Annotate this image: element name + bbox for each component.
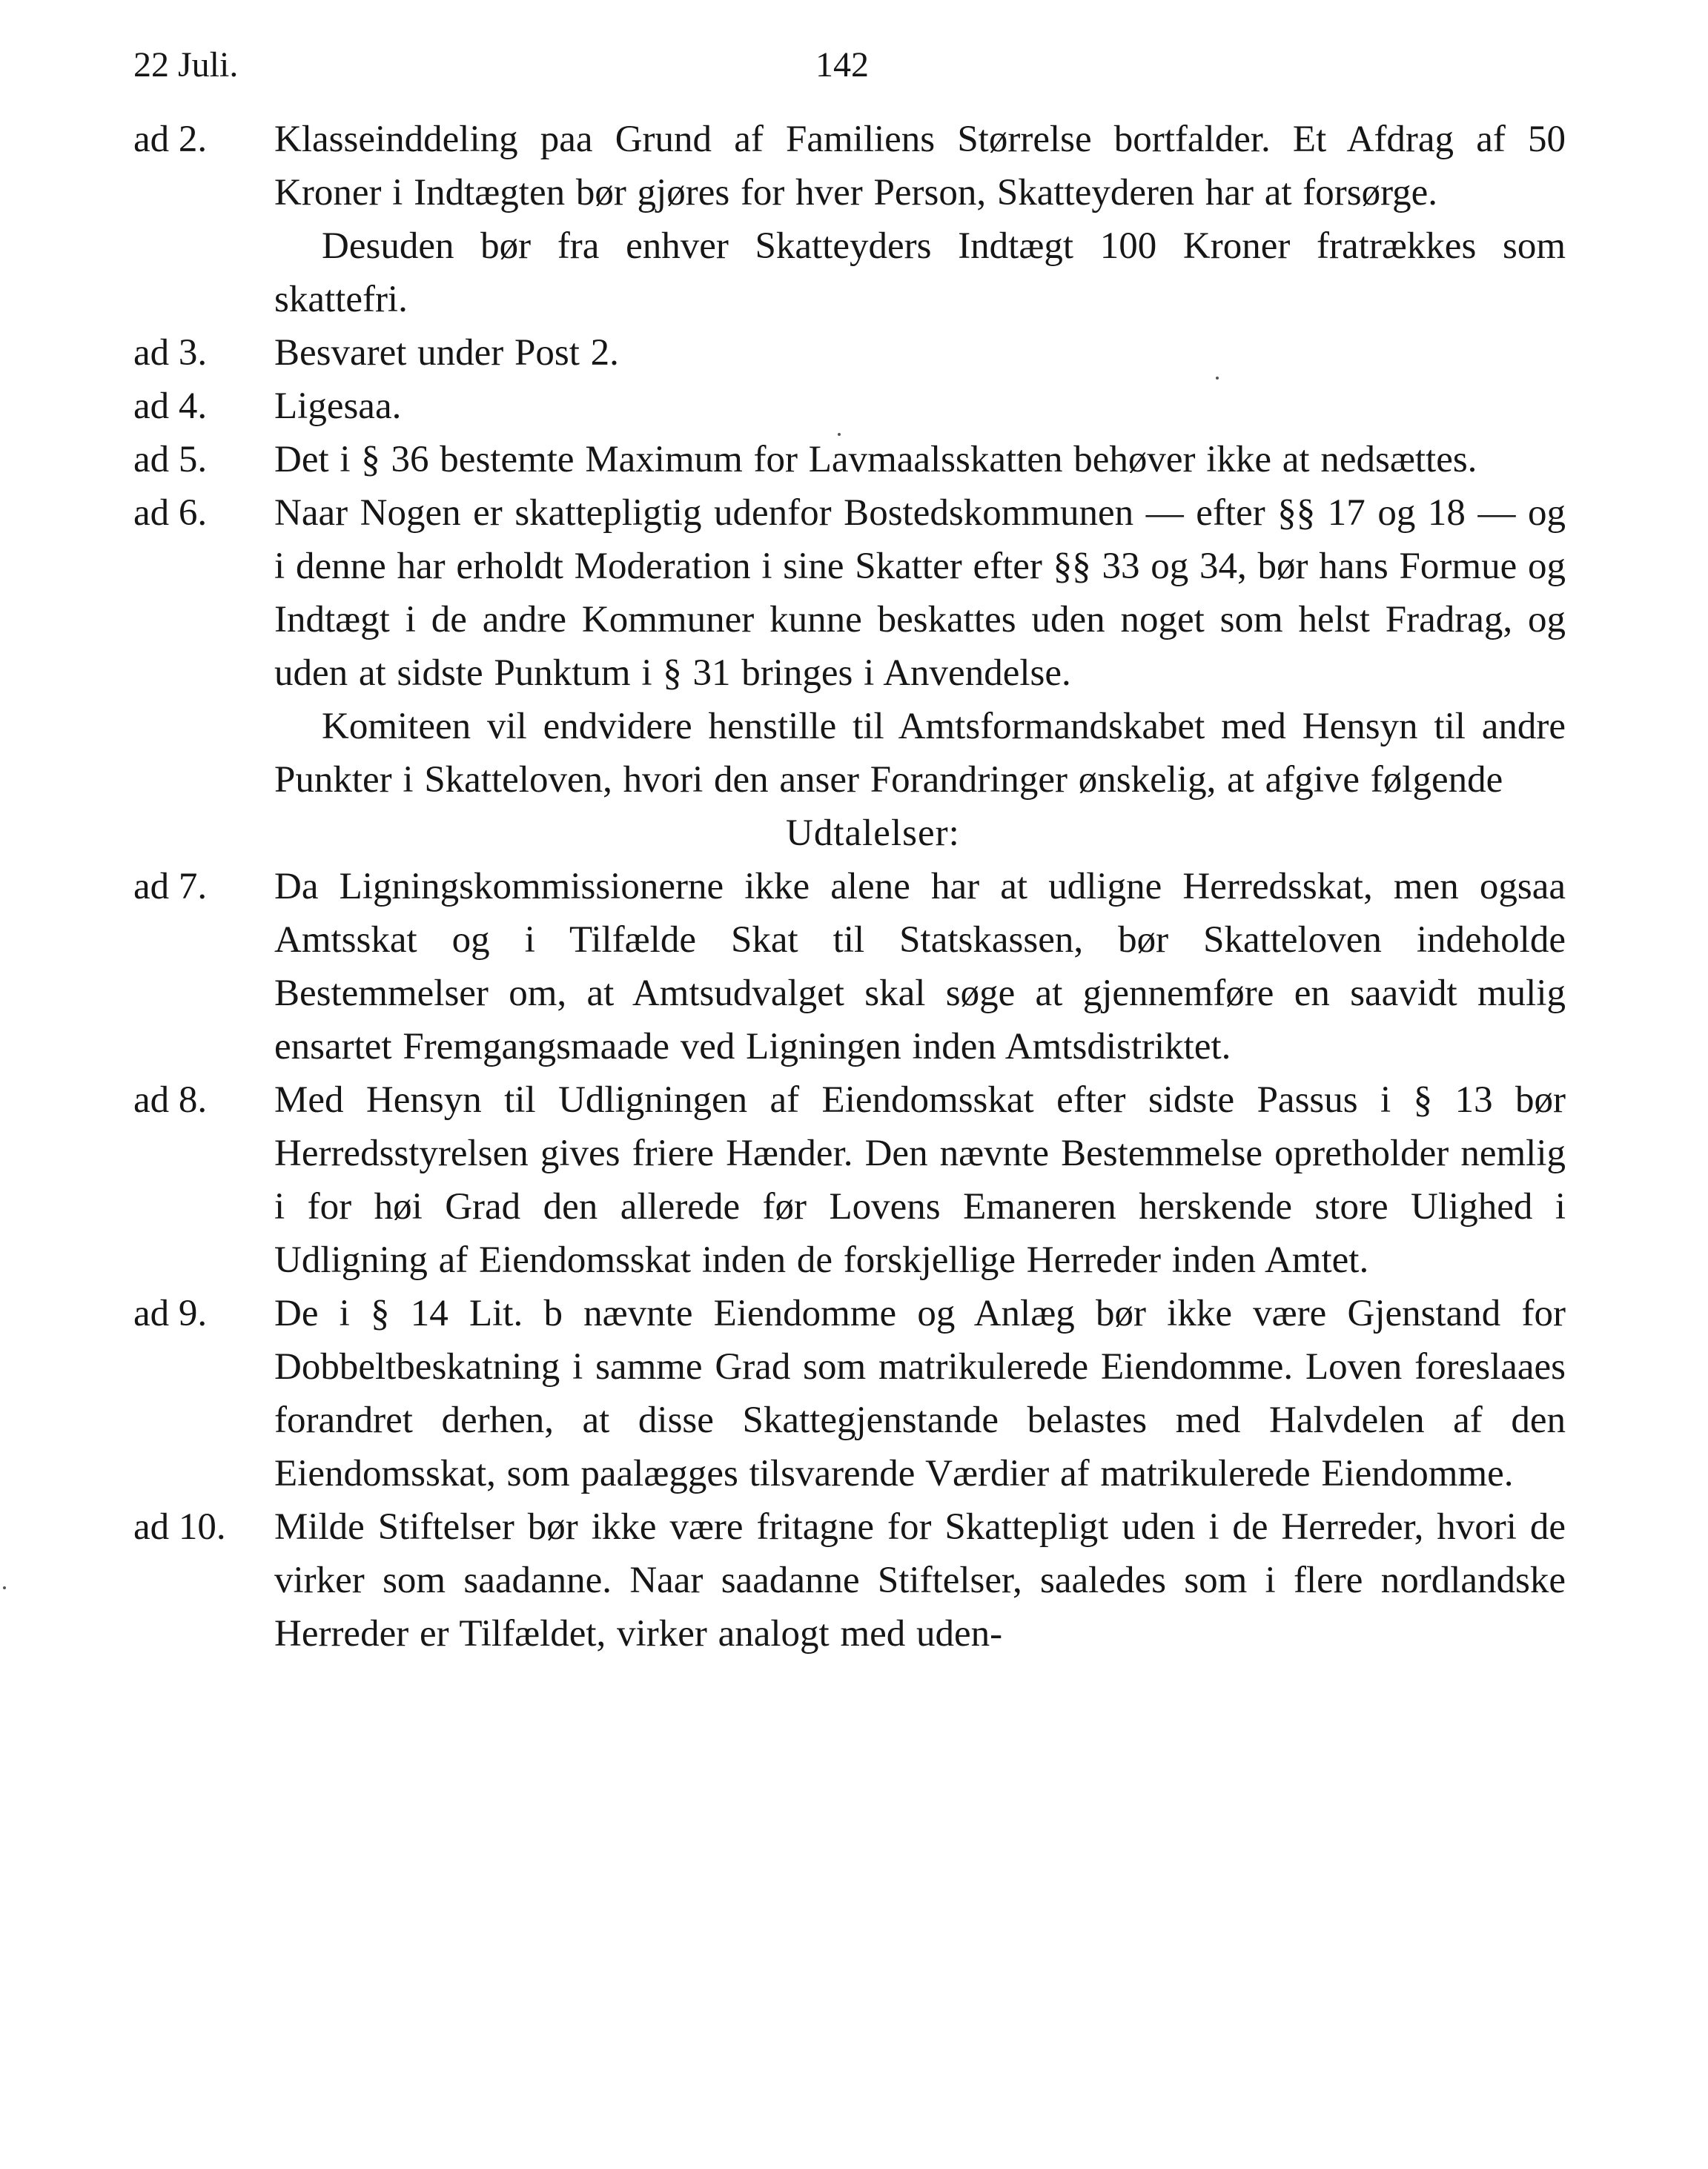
- print-speck: [1216, 377, 1219, 380]
- running-head: [0, 36, 1708, 95]
- entry-paragraph: Naar Nogen er skattepligtig udenfor Bostedskommunen — efter §§ 17 og 18 — og i denne har erholdt Moderation i sine Skatter efter §§ 33 og 34, bør hans Formue og Indtægt i de andre Kommuner kunne beskattes uden noget som helst Fradrag, og uden at sidste Punktum i § 31 bringes i Anvendelse.: [274, 492, 1566, 694]
- entry-ad-7: [0, 860, 1708, 1073]
- entry-paragraph: Ligesaa.: [274, 385, 402, 427]
- entry-label: ad 8.: [133, 1079, 208, 1121]
- entry-paragraph: Klasseinddeling paa Grund af Familiens Størrelse bortfalder. Et Afdrag af 50 Kroner i Indtægten bør gjøres for hver Person, Skatteyderen har at forsørge.: [274, 119, 1566, 213]
- page-number: 142: [815, 45, 869, 85]
- entry-paragraph: Besvaret under Post 2.: [274, 332, 619, 374]
- body-text: [0, 113, 1708, 1660]
- section-heading: Udtalelser:: [786, 812, 960, 854]
- entry-ad-8: [0, 1073, 1708, 1287]
- entry-label: ad 5.: [133, 439, 208, 480]
- print-speck: [3, 1586, 6, 1589]
- entry-paragraph: Det i § 36 bestemte Maximum for Lavmaalsskatten behøver ikke at nedsættes.: [274, 439, 1477, 480]
- entry-ad-3: [0, 326, 1708, 380]
- entry-ad-6: [0, 486, 1708, 807]
- entry-paragraph: De i § 14 Lit. b nævnte Eiendomme og Anlæg bør ikke være Gjenstand for Dobbeltbeskatning i samme Grad som matrikulerede Eiendomme. Loven foreslaaes forandret derhen, at disse Skattegjenstande belastes med Halvdelen af den Eiendomsskat, som paalægges tilsvarende Værdier af matrikulerede Eiendomme.: [274, 1293, 1566, 1494]
- entry-label: ad 6.: [133, 492, 208, 534]
- header-date: 22 Juli.: [133, 45, 239, 85]
- entry-label: ad 3.: [133, 332, 208, 374]
- entry-paragraph: Da Ligningskommissionerne ikke alene har at udligne Herredsskat, men ogsaa Amtsskat og i Tilfælde Skat til Statskassen, bør Skatteloven indeholde Bestemmelser om, at Amtsudvalget skal søge at gjennemføre en saavidt mulig ensartet Fremgangsmaade ved Ligningen inden Amtsdistriktet.: [274, 866, 1566, 1067]
- entry-ad-5: [0, 433, 1708, 486]
- entry-ad-10: [0, 1500, 1708, 1660]
- entry-ad-2: [0, 113, 1708, 326]
- entry-label: ad 9.: [133, 1293, 208, 1334]
- entry-paragraph: Med Hensyn til Udligningen af Eiendomsskat efter sidste Passus i § 13 bør Herredsstyrelsen gives friere Hænder. Den nævnte Bestemmelse opretholder nemlig i for høi Grad den allerede før Lovens Emaneren herskende store Ulighed i Udligning af Eiendomsskat inden de forskjellige Herreder inden Amtet.: [274, 1079, 1566, 1281]
- entry-paragraph: Milde Stiftelser bør ikke være fritagne for Skattepligt uden i de Herreder, hvori de virker som saadanne. Naar saadanne Stiftelser, saaledes som i flere nordlandske Herreder er Tilfældet, virker analogt med uden-: [274, 1506, 1566, 1655]
- entry-ad-9: [0, 1287, 1708, 1500]
- entry-label: ad 7.: [133, 866, 208, 907]
- entry-label: ad 10.: [133, 1506, 226, 1548]
- entry-ad-4: [0, 380, 1708, 433]
- entry-paragraph: Komiteen vil endvidere henstille til Amtsformandskabet med Hensyn til andre Punkter i Skatteloven, hvori den anser Forandringer ønskelig, at afgive følgende: [274, 706, 1566, 801]
- entry-label: ad 2.: [133, 119, 208, 160]
- print-speck: [838, 433, 841, 436]
- entry-paragraph: Desuden bør fra enhver Skatteyders Indtægt 100 Kroner fratrækkes som skattefri.: [274, 225, 1566, 320]
- entry-label: ad 4.: [133, 385, 208, 427]
